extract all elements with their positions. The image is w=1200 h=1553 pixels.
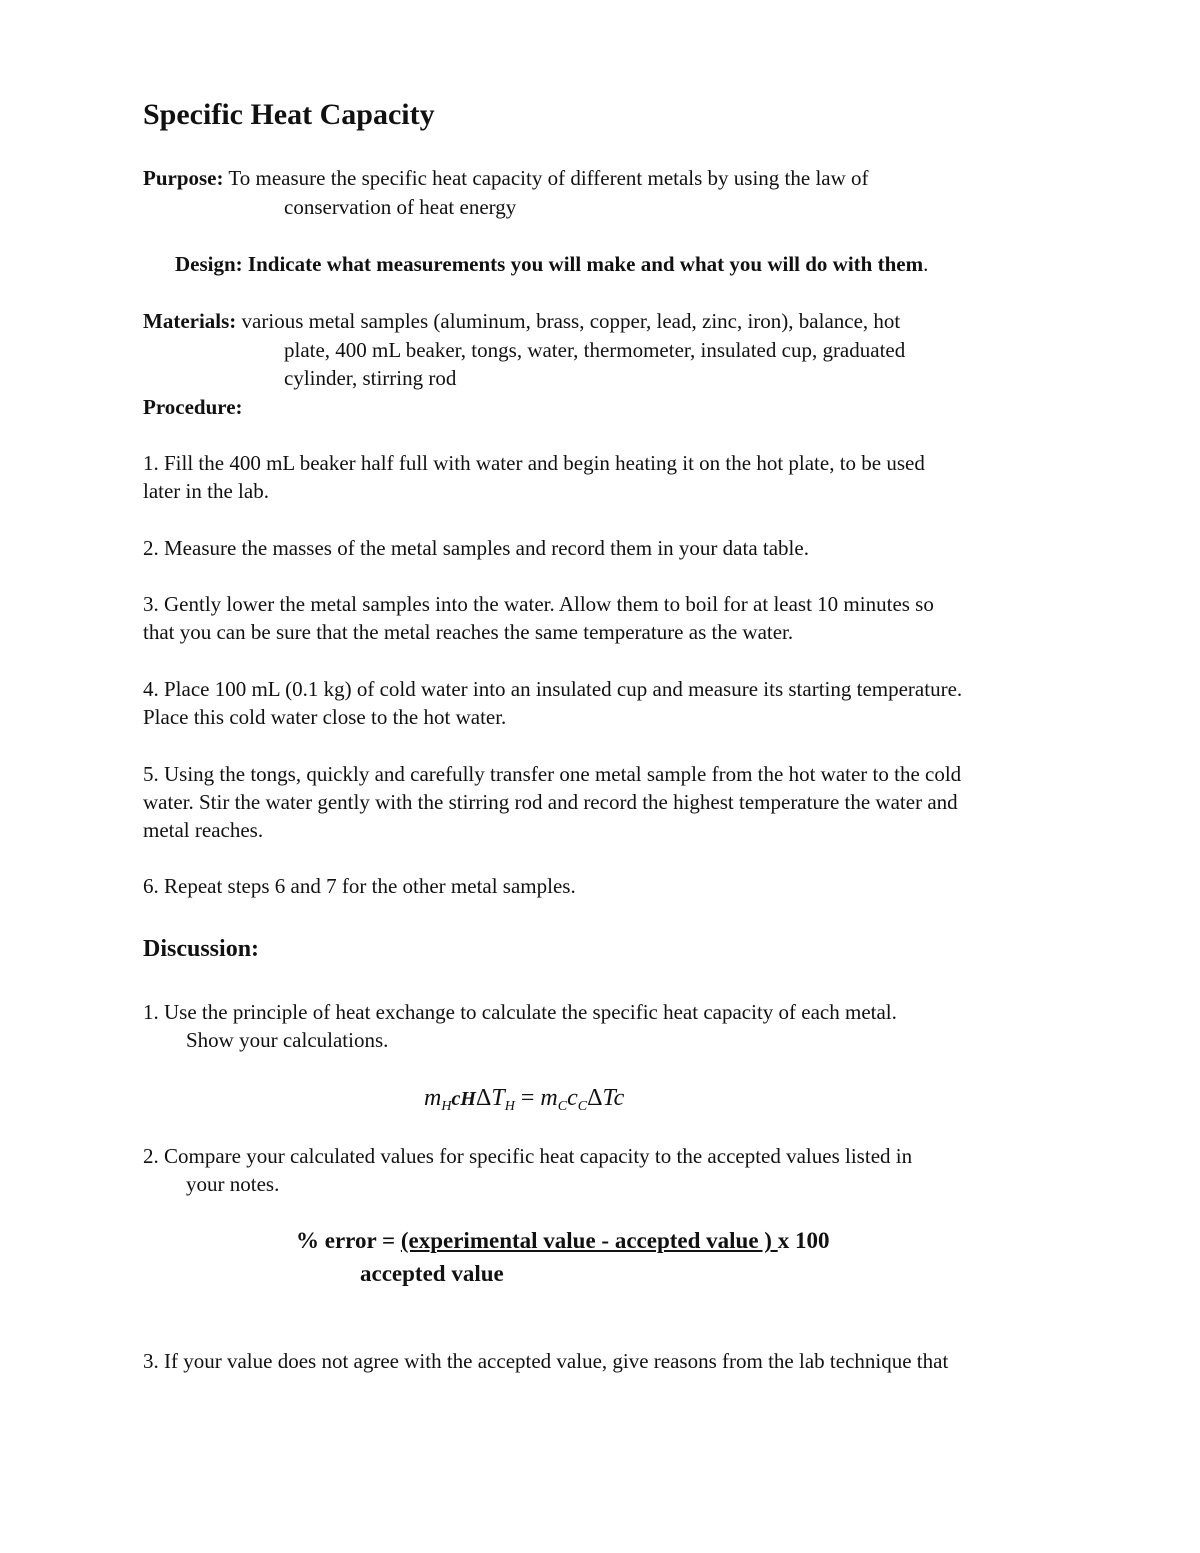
procedure-step-1-line-1: 1. Fill the 400 mL beaker half full with water and begin heating it on the hot plate, to be used — [143, 451, 925, 475]
percent-error-numerator: (experimental value - accepted value ) — [400, 1228, 778, 1253]
eq-equals: = — [514, 1085, 541, 1111]
materials-text-1: various metal samples (aluminum, brass, copper, lead, zinc, iron), balance, hot — [241, 309, 901, 333]
eq-sub-c-2: C — [577, 1099, 588, 1114]
discussion-q2-line-2: your notes. — [186, 1172, 280, 1196]
purpose-label: Purpose: — [143, 166, 224, 190]
procedure-step-3-line-1: 3. Gently lower the metal samples into the water. Allow them to boil for at least 10 minutes so — [143, 592, 934, 616]
materials-line-3: cylinder, stirring rod — [284, 366, 457, 390]
eq-c-hot: cH — [451, 1088, 476, 1110]
percent-error-numerator-line — [296, 1228, 829, 1254]
procedure-step-6-line-1: 6. Repeat steps 6 and 7 for the other metal samples. — [143, 874, 576, 898]
discussion-q3-line-1: 3. If your value does not agree with the accepted value, give reasons from the lab technique that — [143, 1349, 949, 1373]
eq-sub-h: H — [441, 1099, 452, 1114]
procedure-step-4-line-2: Place this cold water close to the hot water. — [143, 705, 507, 729]
procedure-label: Procedure: — [143, 395, 243, 419]
percent-error-multiplier: x 100 — [777, 1228, 830, 1253]
materials-line-1 — [143, 307, 900, 335]
discussion-heading: Discussion: — [143, 936, 260, 962]
procedure-step-5-line-1: 5. Using the tongs, quickly and carefully transfer one metal sample from the hot water to the cold — [143, 762, 962, 786]
procedure-step-3-line-2: that you can be sure that the metal reaches the same temperature as the water. — [143, 620, 794, 644]
percent-error-prefix: % error = — [296, 1228, 401, 1253]
percent-error-denominator: accepted value — [360, 1261, 504, 1286]
heat-exchange-equation — [424, 1085, 624, 1115]
purpose-line-1 — [143, 164, 869, 192]
design-label: Design: — [175, 252, 243, 276]
discussion-q1-line-2: Show your calculations. — [186, 1028, 389, 1052]
materials-label: Materials: — [143, 309, 237, 333]
procedure-step-4-line-1: 4. Place 100 mL (0.1 kg) of cold water into an insulated cup and measure its starting temperature. — [143, 677, 963, 701]
procedure-step-2-line-1: 2. Measure the masses of the metal samples and record them in your data table. — [143, 536, 809, 560]
discussion-q1-line-1: 1. Use the principle of heat exchange to calculate the specific heat capacity of each metal. — [143, 1000, 897, 1024]
discussion-q2-line-1: 2. Compare your calculated values for specific heat capacity to the accepted values listed in — [143, 1144, 913, 1168]
eq-t-cold: Tc — [602, 1085, 625, 1111]
eq-m-cold: m — [540, 1085, 558, 1111]
eq-delta-cold: Δ — [587, 1085, 603, 1111]
eq-delta-hot: Δ — [475, 1085, 492, 1111]
procedure-step-5-line-2: water. Stir the water gently with the stirring rod and record the highest temperature the water and — [143, 790, 958, 814]
eq-sub-c: C — [557, 1099, 568, 1114]
procedure-step-5-line-3: metal reaches. — [143, 818, 264, 842]
eq-m-hot: m — [424, 1085, 442, 1111]
eq-t-hot: T — [491, 1085, 505, 1111]
materials-line-2: plate, 400 mL beaker, tongs, water, thermometer, insulated cup, graduated — [284, 338, 906, 362]
eq-c-cold: c — [567, 1085, 578, 1111]
design-period: . — [923, 252, 929, 276]
page-title: Specific Heat Capacity — [143, 98, 435, 131]
purpose-line-2: conservation of heat energy — [284, 195, 517, 219]
eq-sub-h-2: H — [504, 1099, 515, 1114]
procedure-step-1-line-2: later in the lab. — [143, 479, 269, 503]
purpose-text-1: To measure the specific heat capacity of different metals by using the law of — [228, 166, 869, 190]
design-text: Indicate what measurements you will make and what you will do with them — [247, 252, 924, 276]
design-line — [175, 250, 928, 278]
